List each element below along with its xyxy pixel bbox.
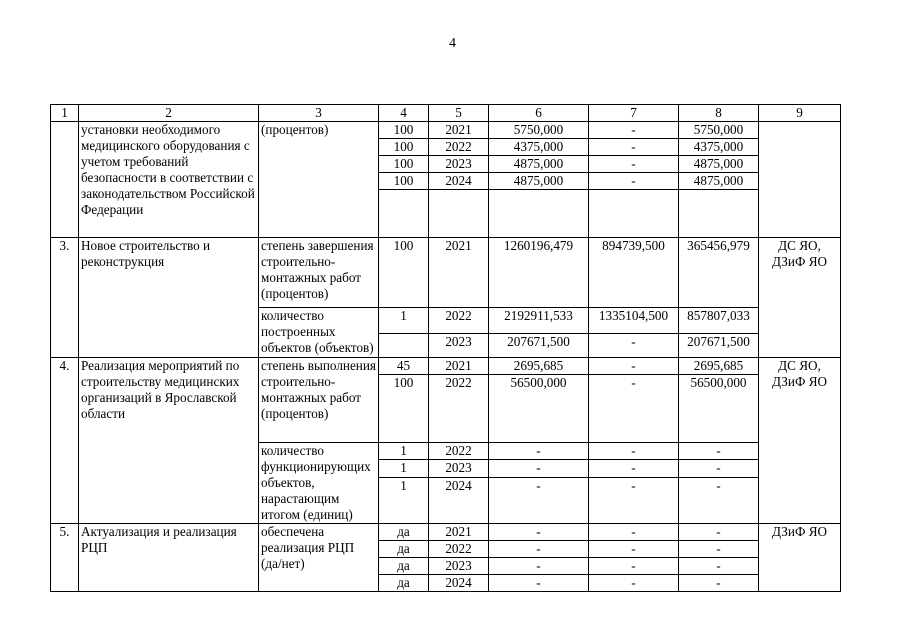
year-cell: 2023	[429, 334, 489, 358]
federal-cell: -	[589, 375, 679, 443]
year-cell: 2024	[429, 575, 489, 592]
header-cell: 5	[429, 105, 489, 122]
total-cell: -	[489, 541, 589, 558]
year-cell: 2024	[429, 477, 489, 523]
federal-cell: 1335104,500	[589, 308, 679, 334]
target-cell: да	[379, 524, 429, 541]
regional-cell: -	[679, 443, 759, 460]
regional-cell: -	[679, 524, 759, 541]
federal-cell: -	[589, 524, 679, 541]
header-row	[51, 105, 841, 122]
target-cell: 100	[379, 156, 429, 173]
measure-cell: Новое строительство и реконструкция	[79, 238, 259, 358]
regional-cell: 207671,500	[679, 334, 759, 358]
regional-cell: 4375,000	[679, 139, 759, 156]
table-row	[51, 122, 841, 139]
executor-cell: ДС ЯО, ДЗиФ ЯО	[759, 358, 841, 524]
federal-cell: -	[589, 443, 679, 460]
header-cell: 1	[51, 105, 79, 122]
regional-cell: 5750,000	[679, 122, 759, 139]
year-cell: 2022	[429, 443, 489, 460]
header-cell: 6	[489, 105, 589, 122]
empty-cell	[589, 190, 679, 238]
item-number-cell: 4.	[51, 358, 79, 524]
target-cell: 1	[379, 308, 429, 334]
federal-cell: -	[589, 358, 679, 375]
indicator-cell: обеспечена реализация РЦП (да/нет)	[259, 524, 379, 592]
year-cell: 2022	[429, 541, 489, 558]
total-cell: -	[489, 443, 589, 460]
indicator-cell: степень выполнения строительно-монтажных работ (процентов)	[259, 358, 379, 443]
table-row	[51, 358, 841, 375]
total-cell: 2192911,533	[489, 308, 589, 334]
page-number: 4	[449, 36, 456, 51]
header-cell: 3	[259, 105, 379, 122]
total-cell: -	[489, 575, 589, 592]
regional-cell: 4875,000	[679, 173, 759, 190]
year-cell: 2023	[429, 156, 489, 173]
total-cell: 5750,000	[489, 122, 589, 139]
year-cell: 2021	[429, 238, 489, 308]
item-number-cell: 5.	[51, 524, 79, 592]
federal-cell: -	[589, 156, 679, 173]
regional-cell: -	[679, 541, 759, 558]
federal-cell: -	[589, 173, 679, 190]
regional-cell: 365456,979	[679, 238, 759, 308]
federal-cell: -	[589, 460, 679, 477]
indicator-cell: (процентов)	[259, 122, 379, 238]
year-cell: 2021	[429, 524, 489, 541]
target-cell: 1	[379, 460, 429, 477]
item-number-cell	[51, 122, 79, 238]
regional-cell: -	[679, 558, 759, 575]
year-cell: 2021	[429, 122, 489, 139]
target-cell: 100	[379, 139, 429, 156]
total-cell: -	[489, 477, 589, 523]
target-cell: 100	[379, 375, 429, 443]
table-row	[51, 524, 841, 541]
executor-cell: ДЗиФ ЯО	[759, 524, 841, 592]
header-cell: 8	[679, 105, 759, 122]
total-cell: 4875,000	[489, 156, 589, 173]
program-table	[50, 104, 841, 592]
measure-cell: Реализация мероприятий по строительству медицинских организаций в Ярославской области	[79, 358, 259, 524]
total-cell: -	[489, 524, 589, 541]
regional-cell: -	[679, 460, 759, 477]
executor-cell	[759, 122, 841, 238]
target-cell: 100	[379, 122, 429, 139]
target-cell: 45	[379, 358, 429, 375]
year-cell: 2023	[429, 460, 489, 477]
federal-cell: -	[589, 477, 679, 523]
regional-cell: 2695,685	[679, 358, 759, 375]
target-cell	[379, 334, 429, 358]
federal-cell: -	[589, 575, 679, 592]
target-cell: да	[379, 541, 429, 558]
total-cell: -	[489, 558, 589, 575]
indicator-cell: степень завершения строительно-монтажных работ (процентов)	[259, 238, 379, 308]
empty-cell	[379, 190, 429, 238]
total-cell: 2695,685	[489, 358, 589, 375]
total-cell: 4375,000	[489, 139, 589, 156]
year-cell: 2024	[429, 173, 489, 190]
indicator-cell: количество построенных объектов (объектов)	[259, 308, 379, 358]
regional-cell: 4875,000	[679, 156, 759, 173]
regional-cell: 56500,000	[679, 375, 759, 443]
total-cell: 207671,500	[489, 334, 589, 358]
total-cell: 1260196,479	[489, 238, 589, 308]
federal-cell: -	[589, 139, 679, 156]
federal-cell: -	[589, 122, 679, 139]
empty-cell	[679, 190, 759, 238]
empty-cell	[429, 190, 489, 238]
year-cell: 2022	[429, 308, 489, 334]
measure-cell: Актуализация и реализация РЦП	[79, 524, 259, 592]
regional-cell: 857807,033	[679, 308, 759, 334]
federal-cell: -	[589, 558, 679, 575]
header-cell: 4	[379, 105, 429, 122]
measure-cell: установки необходимого медицинского оборудования с учетом требований безопасности в соответствии с законодательством Российской Федерации	[79, 122, 259, 238]
year-cell: 2022	[429, 139, 489, 156]
regional-cell: -	[679, 477, 759, 523]
total-cell: -	[489, 460, 589, 477]
indicator-cell: количество функционирующих объектов, нарастающим итогом (единиц)	[259, 443, 379, 524]
table-row	[51, 238, 841, 308]
target-cell: да	[379, 575, 429, 592]
target-cell: 100	[379, 173, 429, 190]
header-cell: 2	[79, 105, 259, 122]
target-cell: да	[379, 558, 429, 575]
target-cell: 1	[379, 477, 429, 523]
item-number-cell: 3.	[51, 238, 79, 358]
total-cell: 4875,000	[489, 173, 589, 190]
target-cell: 1	[379, 443, 429, 460]
year-cell: 2023	[429, 558, 489, 575]
year-cell: 2021	[429, 358, 489, 375]
federal-cell: -	[589, 541, 679, 558]
header-cell: 9	[759, 105, 841, 122]
year-cell: 2022	[429, 375, 489, 443]
header-cell: 7	[589, 105, 679, 122]
federal-cell: -	[589, 334, 679, 358]
total-cell: 56500,000	[489, 375, 589, 443]
federal-cell: 894739,500	[589, 238, 679, 308]
empty-cell	[489, 190, 589, 238]
regional-cell: -	[679, 575, 759, 592]
executor-cell: ДС ЯО, ДЗиФ ЯО	[759, 238, 841, 358]
target-cell: 100	[379, 238, 429, 308]
